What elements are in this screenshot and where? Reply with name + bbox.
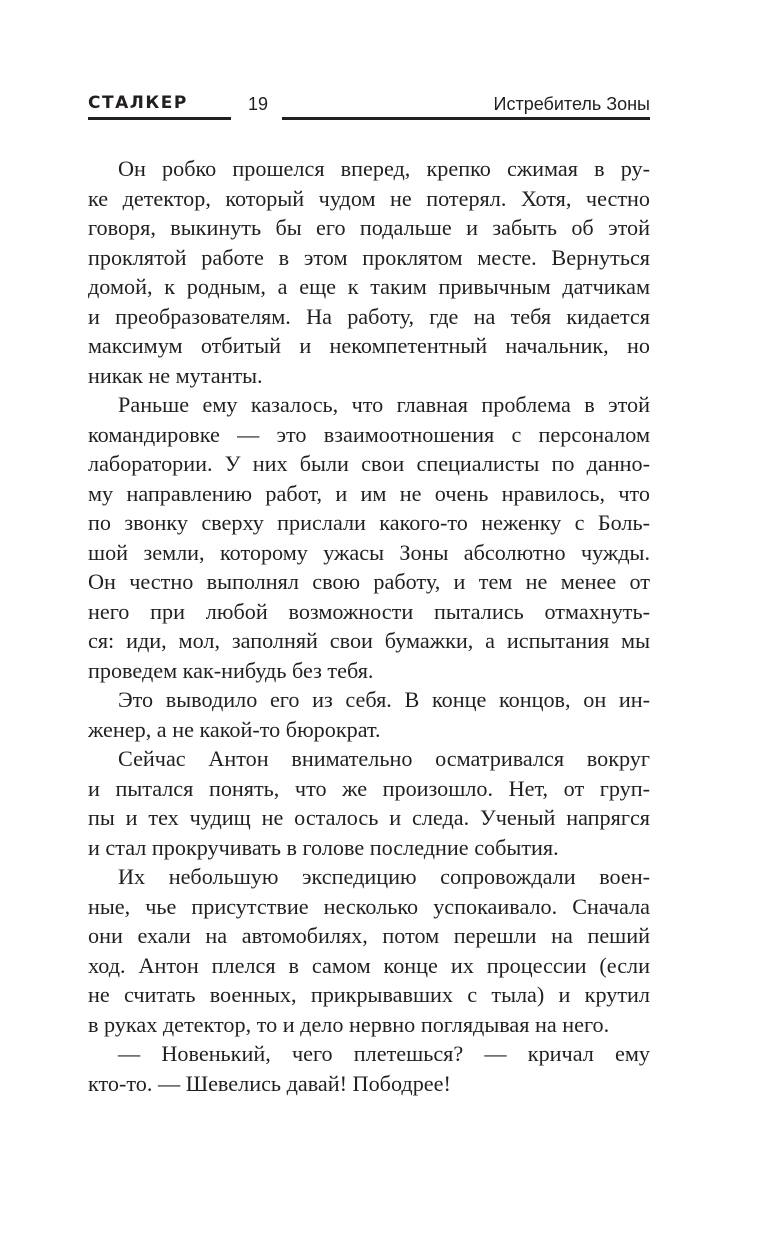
text-line: проклятой работе в этом проклятом месте. Вернуться (88, 244, 650, 270)
text-line: домой, к родным, а еще к таким привычным датчикам (88, 274, 650, 299)
text-line: женер, а не какой-то бюрократ. (88, 716, 381, 742)
series-title: СТАЛКЕР (88, 93, 188, 113)
header-rule-left (88, 117, 231, 120)
text-line: Их небольшую экспедицию сопровождали воен- (118, 864, 650, 889)
book-title: Истребитель Зоны (493, 94, 650, 114)
paragraph (88, 390, 650, 685)
text-line: ход. Антон плелся в самом конце их процессии (если (88, 952, 650, 978)
header-rule-right (282, 117, 650, 120)
paragraph (88, 744, 650, 862)
text-line: не считать военных, прикрывавших с тыла) и крутил (88, 982, 650, 1007)
text-line: Сейчас Антон внимательно осматривался вокруг (118, 746, 650, 771)
text-line: ся: иди, мол, заполняй свои бумажки, а испытания мы (88, 628, 650, 653)
text-line: лаборатории. У них были свои специалисты по данно- (88, 451, 650, 476)
paragraph (88, 862, 650, 1039)
body-text (88, 154, 650, 1098)
paragraph (88, 685, 650, 744)
text-line: Он робко прошелся вперед, крепко сжимая в ру- (118, 156, 650, 181)
text-line: Он честно выполнял свою работу, и тем не менее от (88, 569, 650, 594)
text-line: проведем как-нибудь без тебя. (88, 657, 374, 683)
text-line: никак не мутанты. (88, 362, 263, 388)
text-line: пы и тех чудищ не осталось и следа. Ученый напрягся (88, 805, 650, 830)
text-line: шой земли, которому ужасы Зоны абсолютно чужды. (88, 539, 650, 565)
text-line: — Новенький, чего плетешься? — кричал ему (118, 1041, 650, 1066)
text-line: в руках детектор, то и дело нервно поглядывая на него. (88, 1011, 610, 1037)
text-line: говоря, выкинуть бы его подальше и забыть об этой (88, 215, 650, 240)
text-line: кто-то. — Шевелись давай! Пободрее! (88, 1070, 451, 1096)
text-line: ке детектор, который чудом не потерял. Хотя, честно (88, 185, 650, 211)
text-line: максимум отбитый и некомпетентный начальник, но (88, 333, 650, 358)
text-line: они ехали на автомобилях, потом перешли на пеший (88, 923, 650, 948)
paragraph (88, 154, 650, 390)
text-line: Раньше ему казалось, что главная проблема в этой (118, 392, 650, 417)
text-line: командировке — это взаимоотношения с персоналом (88, 421, 650, 447)
text-line: Это выводило его из себя. В конце концов, он ин- (118, 687, 650, 712)
text-line: по звонку сверху прислали какого-то неженку с Боль- (88, 510, 650, 535)
page-number: 19 (248, 94, 269, 114)
text-line: ные, чье присутствие несколько успокаивало. Сначала (88, 893, 650, 919)
text-line: и пытался понять, что же произошло. Нет, от груп- (88, 775, 650, 801)
text-line: му направлению работ, и им не очень нравилось, что (88, 480, 650, 506)
paragraph (88, 1039, 650, 1098)
text-line: и преобразователям. На работу, где на тебя кидается (88, 303, 650, 329)
running-header (88, 92, 650, 124)
text-line: и стал прокручивать в голове последние события. (88, 834, 559, 860)
text-line: него при любой возможности пытались отмахнуть- (88, 598, 650, 624)
